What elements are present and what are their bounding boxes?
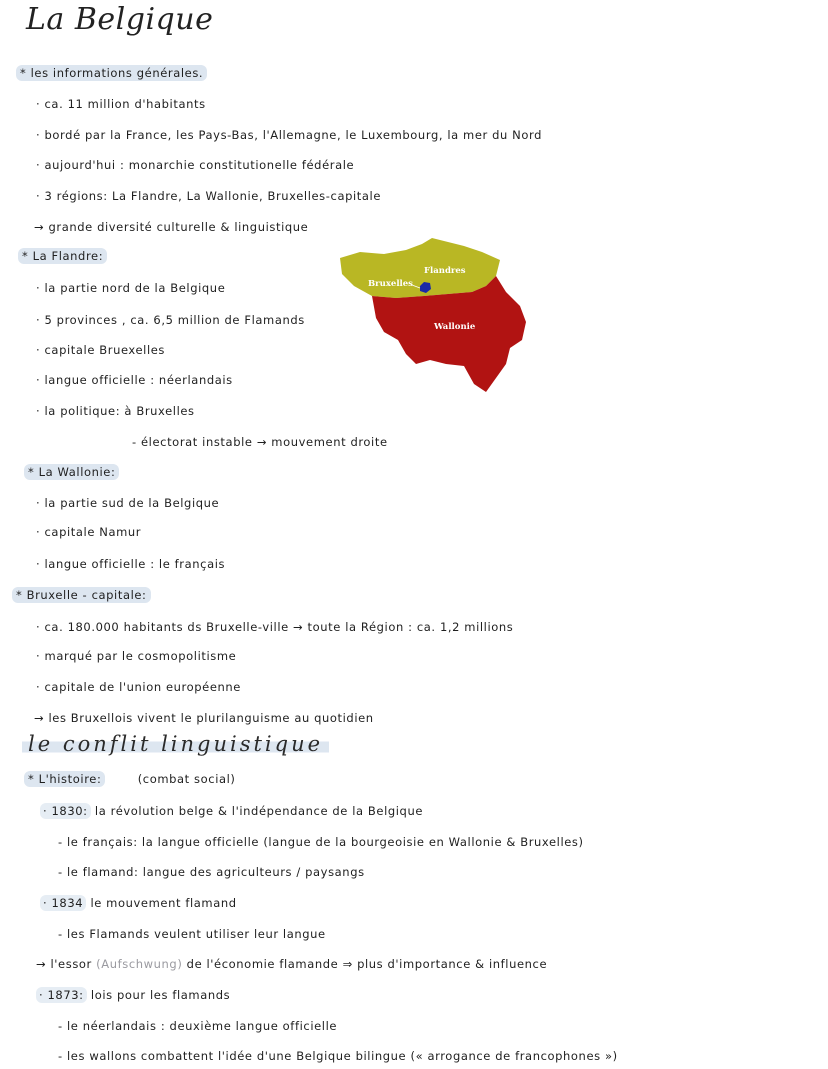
- flandre-item: - électorat instable → mouvement droite: [132, 435, 388, 449]
- event-1834-text: le mouvement flamand: [90, 896, 237, 910]
- general-conclusion: → grande diversité culturelle & linguistique: [34, 220, 309, 234]
- flandre-heading: * La Flandre:: [18, 249, 107, 263]
- event-1873-text: lois pour les flamands: [90, 988, 231, 1002]
- event-1830-sub: - le flamand: langue des agriculteurs / paysangs: [58, 865, 365, 879]
- event-1834-sub: - les Flamands veulent utiliser leur langue: [58, 927, 326, 941]
- wallonie-heading: * La Wallonie:: [24, 465, 119, 479]
- flandre-item: · langue officielle : néerlandais: [36, 373, 233, 387]
- general-item: · ca. 11 million d'habitants: [36, 97, 206, 111]
- event-1873: [36, 988, 230, 1002]
- general-heading: * les informations générales.: [16, 66, 207, 80]
- bruxelles-conclusion: → les Bruxellois vivent le plurilanguisme au quotidien: [34, 711, 374, 725]
- essor-line: → l'essor (Aufschwung) de l'économie flamande ⇒ plus d'importance & influence: [36, 957, 548, 971]
- section-title-conflit: le conflit linguistique: [22, 732, 329, 756]
- histoire-note: (combat social): [137, 772, 236, 786]
- flandre-item: · capitale Bruexelles: [36, 343, 166, 357]
- flandres-label: Flandres: [424, 266, 466, 276]
- bruxelles-item: · marqué par le cosmopolitisme: [36, 649, 237, 663]
- event-1830: [40, 804, 423, 818]
- essor-translation: (Aufschwung): [96, 957, 183, 971]
- event-1834: [40, 896, 237, 910]
- bruxelles-item: · ca. 180.000 habitants ds Bruxelle-ville → toute la Région : ca. 1,2 millions: [36, 620, 514, 634]
- flandre-item: · la politique: à Bruxelles: [36, 404, 195, 418]
- year-1834: · 1834: [40, 895, 86, 911]
- wallonie-item: · capitale Namur: [36, 525, 142, 539]
- wallonie-item: · la partie sud de la Belgique: [36, 496, 220, 510]
- wallonie-label: Wallonie: [434, 322, 476, 332]
- flandre-item: · la partie nord de la Belgique: [36, 281, 226, 295]
- wallonie-item: · langue officielle : le français: [36, 557, 226, 571]
- year-1873: · 1873:: [36, 987, 87, 1003]
- event-1873-sub: - le néerlandais : deuxième langue officielle: [58, 1019, 338, 1033]
- belgium-map: [336, 236, 532, 394]
- flandre-item: · 5 provinces , ca. 6,5 million de Flamands: [36, 313, 305, 327]
- event-1830-text: la révolution belge & l'indépendance de la Belgique: [94, 804, 424, 818]
- bruxelles-item: · capitale de l'union européenne: [36, 680, 241, 694]
- bruxelles-label: Bruxelles: [368, 279, 413, 289]
- general-item: · aujourd'hui : monarchie constitutionelle fédérale: [36, 158, 355, 172]
- event-1873-sub: - les wallons combattent l'idée d'une Belgique bilingue (« arrogance de francophones »): [58, 1049, 618, 1063]
- histoire-heading: * L'histoire: (combat social): [24, 772, 236, 786]
- event-1830-sub: - le français: la langue officielle (langue de la bourgeoisie en Wallonie & Bruxelles): [58, 835, 584, 849]
- page-title: La Belgique: [26, 2, 214, 37]
- bruxelles-heading: * Bruxelle - capitale:: [12, 588, 151, 602]
- year-1830: · 1830:: [40, 803, 91, 819]
- general-item: · bordé par la France, les Pays-Bas, l'Allemagne, le Luxembourg, la mer du Nord: [36, 128, 543, 142]
- general-item: · 3 régions: La Flandre, La Wallonie, Bruxelles-capitale: [36, 189, 382, 203]
